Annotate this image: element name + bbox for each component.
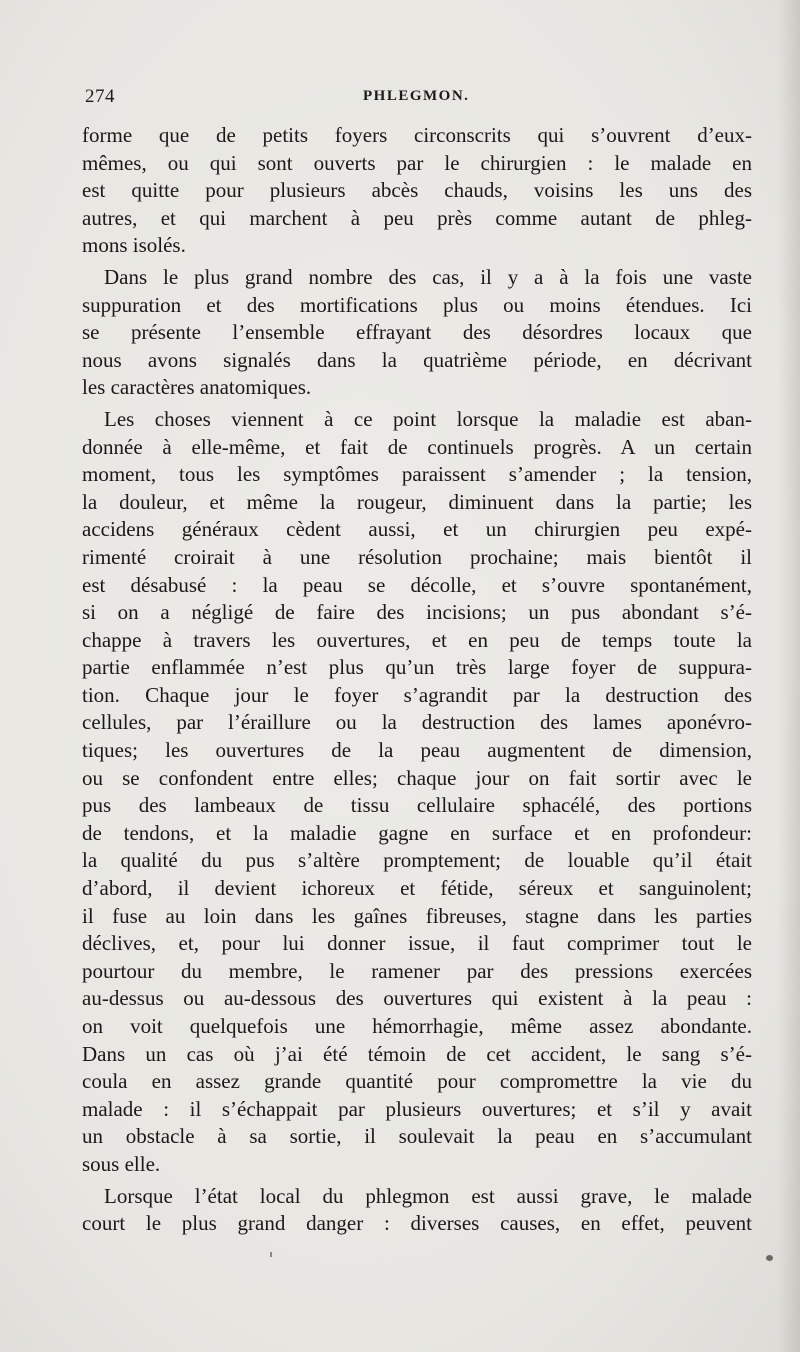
text-line: coula en assez grande quantité pour compromettre la vie du <box>82 1069 752 1094</box>
text-line: tion. Chaque jour le foyer s’agrandit par la destruction des <box>82 682 752 707</box>
paragraph <box>82 1183 752 1238</box>
text-line: partie enflammée n’est plus qu’un très large foyer de suppura- <box>82 655 752 680</box>
paragraph <box>82 122 752 260</box>
text-line: Lorsque l’état local du phlegmon est aussi grave, le malade <box>104 1183 752 1208</box>
text-line: moment, tous les symptômes paraissent s’amender ; la tension, <box>82 462 752 487</box>
paragraph <box>82 406 752 1179</box>
text-line: malade : il s’échappait par plusieurs ouvertures; et s’il y avait <box>82 1096 752 1121</box>
text-line: d’abord, il devient ichoreux et fétide, séreux et sanguinolent; <box>82 876 752 901</box>
text-line: est quitte pour plusieurs abcès chauds, voisins les uns des <box>82 178 752 203</box>
text-line: si on a négligé de faire des incisions; un pus abondant s’é- <box>82 600 752 625</box>
text-line: de tendons, et la maladie gagne en surface et en profondeur: <box>82 820 752 845</box>
running-title: PHLEGMON. <box>363 88 470 104</box>
text-line: donnée à elle-même, et fait de continuels progrès. A un certain <box>82 434 752 459</box>
text-line: au-dessus ou au-dessous des ouvertures qui existent à la peau : <box>82 986 752 1011</box>
text-line: la douleur, et même la rougeur, diminuent dans la partie; les <box>82 489 752 514</box>
print-mark <box>270 1252 272 1257</box>
text-line: Les choses viennent à ce point lorsque la maladie est aban- <box>104 406 752 431</box>
text-line: les caractères anatomiques. <box>82 375 312 400</box>
text-line: forme que de petits foyers circonscrits qui s’ouvrent d’eux- <box>82 123 752 147</box>
text-line: autres, et qui marchent à peu près comme autant de phleg- <box>82 205 752 230</box>
text-line: cellules, par l’éraillure ou la destruction des lames aponévro- <box>82 710 752 735</box>
text-line: tiques; les ouvertures de la peau augmentent de dimension, <box>82 738 752 763</box>
text-line: mêmes, ou qui sont ouverts par le chirurgien : le malade en <box>82 150 752 175</box>
text-line: sous elle. <box>82 1151 161 1176</box>
text-line: pourtour du membre, le ramener par des pressions exercées <box>82 958 752 983</box>
text-line: déclives, et, pour lui donner issue, il faut comprimer tout le <box>82 931 752 956</box>
text-line: il fuse au loin dans les gaînes fibreuses, stagne dans les parties <box>82 903 752 928</box>
text-line: un obstacle à sa sortie, il soulevait la peau en s’accumulant <box>82 1124 752 1149</box>
page-number: 274 <box>85 86 115 107</box>
page-edge-shadow <box>778 0 800 1352</box>
page-header <box>85 86 750 116</box>
text-line: ou se confondent entre elles; chaque jour on fait sortir avec le <box>82 765 752 790</box>
text-line: Dans un cas où j’ai été témoin de cet accident, le sang s’é- <box>82 1041 752 1066</box>
body-text <box>82 122 752 1242</box>
text-line: rimenté croirait à une résolution prochaine; mais bientôt il <box>82 544 752 569</box>
text-line: suppuration et des mortifications plus ou moins étendues. Ici <box>82 292 752 317</box>
text-line: mons isolés. <box>82 233 186 258</box>
paragraph <box>82 264 752 402</box>
text-line: est désabusé : la peau se décolle, et s’ouvre spontanément, <box>82 572 752 597</box>
text-line: accidens généraux cèdent aussi, et un chirurgien peu expé- <box>82 517 752 542</box>
ink-smudge <box>766 1255 773 1261</box>
text-line: se présente l’ensemble effrayant des désordres locaux que <box>82 320 752 345</box>
text-line: court le plus grand danger : diverses causes, en effet, peuvent <box>82 1211 752 1236</box>
text-line: pus des lambeaux de tissu cellulaire sphacélé, des portions <box>82 793 752 818</box>
text-line: on voit quelquefois une hémorrhagie, même assez abondante. <box>82 1014 752 1038</box>
text-line: Dans le plus grand nombre des cas, il y a à la fois une vaste <box>104 264 752 289</box>
text-line: chappe à travers les ouvertures, et en peu de temps toute la <box>82 627 752 652</box>
text-line: la qualité du pus s’altère promptement; de louable qu’il était <box>82 848 752 873</box>
text-line: nous avons signalés dans la quatrième période, en décrivant <box>82 347 752 372</box>
